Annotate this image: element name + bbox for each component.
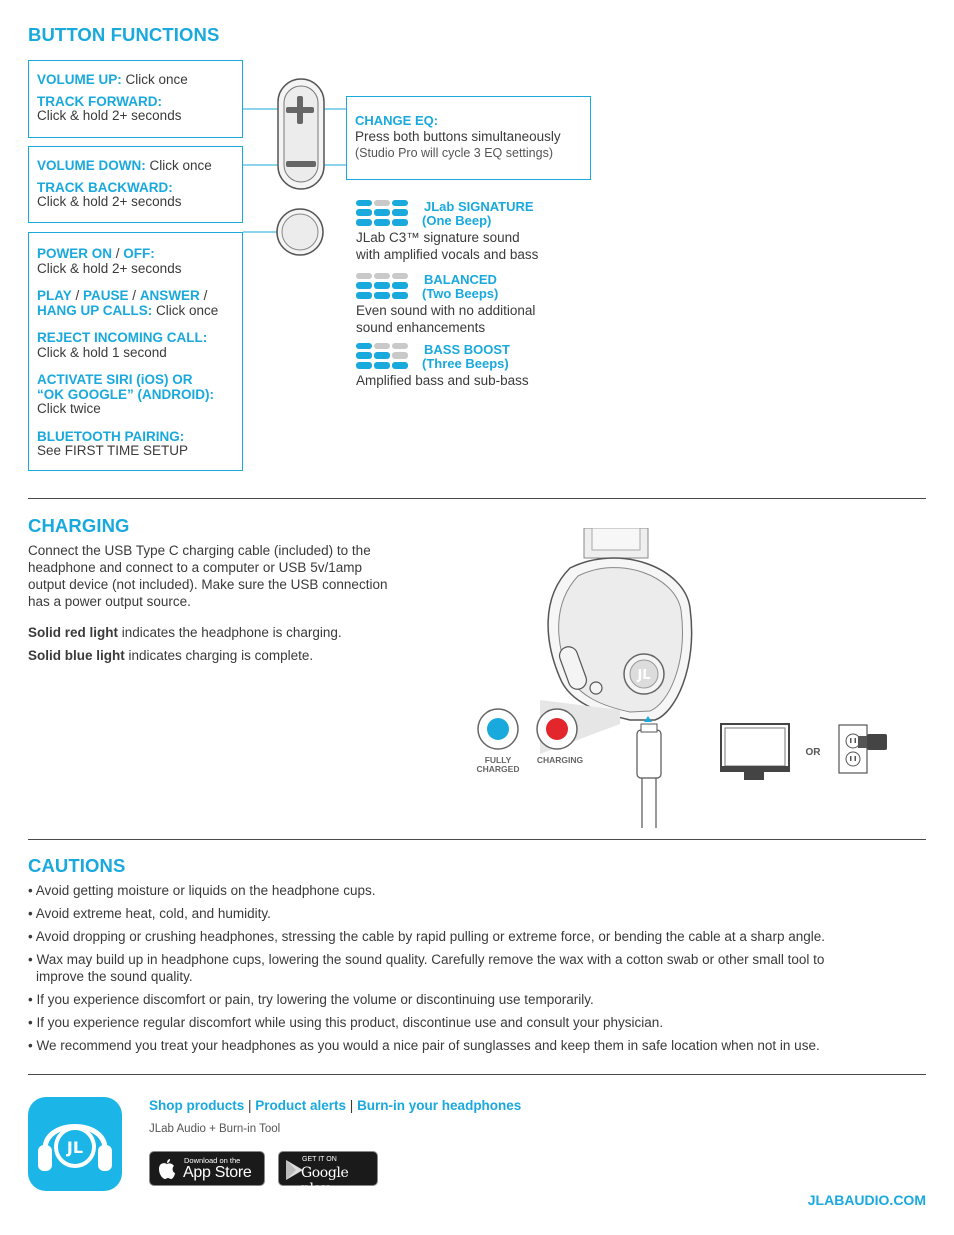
eq-bass-boost-name: BASS BOOST: [424, 342, 510, 357]
apple-icon: [158, 1158, 176, 1180]
reject-call-label: REJECT INCOMING CALL:: [37, 330, 208, 345]
burn-in-link[interactable]: Burn-in your headphones: [357, 1098, 522, 1113]
website-link[interactable]: JLABAUDIO.COM: [807, 1192, 926, 1208]
track-backward-label: TRACK BACKWARD:: [37, 179, 173, 195]
slash-text: /: [128, 288, 140, 303]
power-functions-box: [28, 232, 243, 471]
power-on-label: POWER ON: [37, 246, 113, 261]
link-separator: |: [346, 1098, 358, 1113]
google-play-small-text: GET IT ON: [302, 1156, 337, 1163]
blue-light-bold: Solid blue light: [28, 648, 125, 663]
eq-balanced-desc-2: sound enhancements: [356, 320, 486, 335]
button-functions-title: BUTTON FUNCTIONS: [28, 24, 220, 45]
change-eq-line1: Press both buttons simultaneously: [355, 129, 561, 144]
minus-icon: [286, 161, 316, 167]
slash-text: /: [71, 288, 84, 303]
change-eq-box: [346, 96, 591, 180]
app-store-big-text: App Store: [183, 1164, 252, 1181]
app-store-small-text: Download on the: [184, 1156, 241, 1165]
app-name: JLab Audio + Burn-in Tool: [149, 1123, 281, 1135]
hang-up-label: HANG UP CALLS:: [37, 302, 153, 318]
blue-light-text: indicates charging is complete.: [124, 648, 314, 663]
red-light-icon: [546, 718, 568, 740]
red-light-text: indicates the headphone is charging.: [118, 625, 342, 640]
charging-title: CHARGING: [28, 515, 130, 536]
power-action: Click & hold 2+ seconds: [37, 260, 182, 276]
charging-caption: CHARGING: [536, 755, 584, 765]
caution-item: • Wax may build up in headphone cups, lowering the sound quality. Carefully remove the wax with a cotton swab or other small tool to: [28, 952, 825, 967]
charging-text-line: output device (not included). Make sure the USB connection: [28, 577, 388, 592]
red-light-bold: Solid red light: [28, 625, 118, 640]
headphone-charging-illustration: [470, 528, 700, 830]
charged-caption-line: CHARGED: [476, 764, 520, 774]
eq-bass-boost-desc-1: Amplified bass and sub-bass: [356, 373, 529, 388]
caution-item: • Avoid getting moisture or liquids on the headphone cups.: [28, 883, 376, 898]
footer-links: [149, 1098, 521, 1113]
eq-balanced-beeps: (Two Beeps): [422, 286, 499, 301]
pause-label: PAUSE: [83, 288, 129, 303]
jlab-app-icon[interactable]: [28, 1097, 122, 1191]
caution-item: • If you experience discomfort or pain, try lowering the volume or discontinuing use temporarily.: [28, 992, 594, 1007]
or-label: OR: [805, 747, 821, 758]
svg-text:JL: JL: [637, 668, 651, 683]
slash-text: /: [112, 246, 124, 261]
siri-action: Click twice: [37, 401, 101, 416]
caution-item: • Avoid extreme heat, cold, and humidity.: [28, 906, 271, 921]
reject-call-action: Click & hold 1 second: [37, 344, 167, 360]
fully-charged-caption: [468, 756, 528, 774]
caution-item-continued: improve the sound quality.: [36, 969, 193, 984]
eq-bass-boost-icon: [356, 343, 408, 369]
siri-label-1: ACTIVATE SIRI (iOS) OR: [37, 372, 193, 387]
eq-balanced-icon: [356, 273, 408, 299]
product-alerts-link[interactable]: Product alerts: [255, 1098, 347, 1113]
shop-products-link[interactable]: Shop products: [149, 1098, 245, 1113]
charging-text-line: headphone and connect to a computer or USB 5v/1amp: [28, 560, 362, 575]
app-store-badge[interactable]: [149, 1151, 265, 1186]
pairing-label: BLUETOOTH PAIRING:: [37, 428, 185, 444]
eq-balanced-desc-1: Even sound with no additional: [356, 303, 536, 318]
eq-balanced-name: BALANCED: [424, 272, 497, 287]
eq-bass-boost-beeps: (Three Beeps): [422, 356, 509, 371]
eq-signature-icon: [356, 200, 408, 226]
power-off-label: OFF:: [123, 246, 155, 261]
charging-text-line: Connect the USB Type C charging cable (included) to the: [28, 543, 371, 558]
eq-signature-name: JLab SIGNATURE: [424, 199, 534, 214]
divider: [28, 839, 926, 840]
wall-outlet-icon: [836, 723, 890, 775]
google-play-big-text: Google play: [301, 1165, 349, 1197]
eq-signature-desc-2: with amplified vocals and bass: [356, 247, 539, 262]
fully-caption-line: FULLY: [484, 755, 512, 765]
volume-down-action: Click once: [149, 158, 212, 173]
siri-label-2: “OK GOOGLE” (ANDROID):: [37, 386, 214, 402]
change-eq-line2: (Studio Pro will cycle 3 EQ settings): [355, 146, 553, 160]
google-play-badge[interactable]: [278, 1151, 378, 1197]
monitor-icon: [720, 723, 792, 783]
caution-item: • Avoid dropping or crushing headphones, stressing the cable by rapid pulling or extreme force, or bending the cable at a sharp angle.: [28, 929, 825, 944]
volume-up-action: Click once: [125, 72, 188, 87]
charging-text-line: has a power output source.: [28, 594, 191, 609]
track-backward-action: Click & hold 2+ seconds: [37, 194, 182, 209]
divider: [28, 498, 926, 499]
svg-text:JL: JL: [66, 1138, 84, 1157]
divider: [28, 1074, 926, 1075]
link-separator: |: [244, 1098, 256, 1113]
eq-signature-desc-1: JLab C3™ signature sound: [356, 230, 520, 245]
volume-down-label: VOLUME DOWN:: [37, 158, 146, 173]
volume-down-box: [28, 146, 243, 223]
slash-text: /: [199, 288, 208, 303]
cautions-title: CAUTIONS: [28, 855, 126, 876]
eq-signature-beeps: (One Beep): [422, 213, 492, 228]
button-illustration: [240, 70, 350, 270]
blue-light-icon: [487, 718, 509, 740]
caution-item: • If you experience regular discomfort while using this product, discontinue use and consult your physician.: [28, 1015, 664, 1030]
caution-item: • We recommend you treat your headphones as you would a nice pair of sunglasses and keep them in safe location when not in use.: [28, 1038, 820, 1053]
hang-up-action: Click once: [152, 302, 219, 318]
indicator-lights: [477, 707, 581, 753]
volume-up-box: [28, 60, 243, 138]
track-forward-label: TRACK FORWARD:: [37, 93, 162, 109]
pairing-action: See FIRST TIME SETUP: [37, 443, 189, 458]
charging-instructions: [28, 542, 428, 664]
change-eq-label: CHANGE EQ:: [355, 113, 439, 128]
play-label: PLAY: [37, 288, 72, 303]
track-forward-action: Click & hold 2+ seconds: [37, 108, 182, 123]
answer-label: ANSWER: [139, 288, 200, 303]
volume-up-label: VOLUME UP:: [37, 72, 122, 87]
